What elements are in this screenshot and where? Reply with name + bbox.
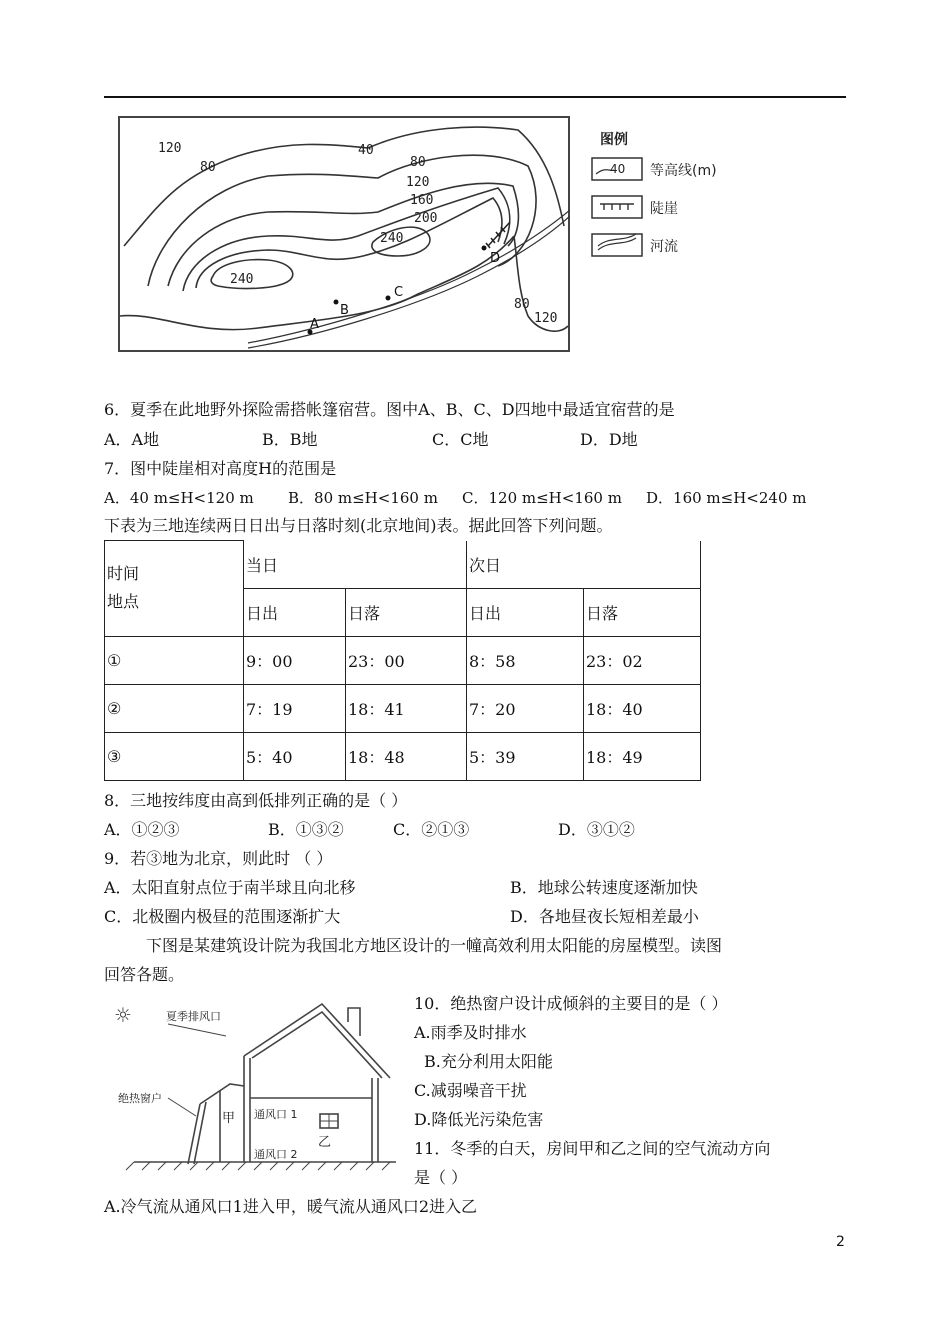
contour-label: 120 (534, 311, 558, 326)
contour-label: 160 (410, 193, 434, 208)
contour-label: 120 (406, 175, 430, 190)
table-cell: 18：41 (346, 684, 467, 732)
sunrise-sunset-table (104, 540, 701, 781)
q8-option-a[interactable]: A．①②③ (104, 820, 180, 839)
q7-stem: 7．图中陡崖相对高度H的范围是 (104, 459, 337, 478)
header-rule (104, 96, 846, 98)
table-cell: 5：39 (467, 732, 584, 780)
table-place: ③ (105, 732, 244, 780)
q7-option-d[interactable]: D．160 m≤H<240 m (646, 489, 807, 507)
q10-option-b[interactable]: B.充分利用太阳能 (424, 1052, 553, 1071)
q8-option-d[interactable]: D．③①② (558, 820, 635, 839)
contour-label: 240 (380, 231, 404, 246)
sun-icon: ☼ (114, 1003, 132, 1027)
q9-option-d[interactable]: D．各地昼夜长短相差最小 (510, 907, 699, 926)
table-cell: 23：00 (346, 636, 467, 684)
q6-option-c[interactable]: C．C地 (432, 430, 489, 449)
chimney (348, 1008, 360, 1036)
q7-option-c[interactable]: C．120 m≤H<160 m (462, 489, 622, 507)
sunroom-top (200, 1084, 244, 1104)
table-sub-sunset: 日落 (584, 588, 701, 636)
q9-option-b[interactable]: B．地球公转速度逐渐加快 (510, 878, 698, 897)
q11-option-a[interactable]: A.冷气流从通风口1进入甲，暖气流从通风口2进入乙 (104, 1197, 478, 1216)
label-summer-vent: 夏季排风口 (166, 1010, 221, 1023)
solar-house-diagram (104, 994, 404, 1180)
point-label-d: D (490, 251, 501, 266)
table-cell: 23：02 (584, 636, 701, 684)
q10-stem: 10．绝热窗户设计成倾斜的主要目的是（ ） (414, 994, 728, 1013)
table-sub-sunrise: 日出 (467, 588, 584, 636)
label-room-b: 乙 (318, 1135, 332, 1150)
table-corner-time: 时间 (107, 564, 140, 584)
table-cell: 18：48 (346, 732, 467, 780)
q11-stem-line2: 是（ ） (414, 1168, 468, 1187)
table-row (105, 684, 701, 732)
label-insulated-window: 绝热窗户 (118, 1092, 162, 1105)
contour-label: 80 (514, 297, 530, 312)
legend-contour-label: 等高线(m) (650, 163, 717, 179)
q6-option-a[interactable]: A．A地 (104, 430, 160, 449)
table-cell: 5：40 (244, 732, 346, 780)
table-cell: 9：00 (244, 636, 346, 684)
contour-label: 40 (358, 143, 374, 158)
table-header-day1: 当日 (244, 541, 467, 589)
table-cell: 7：19 (244, 684, 346, 732)
table-cell: 18：40 (584, 684, 701, 732)
table-corner-place: 地点 (107, 592, 140, 612)
table-header-day2: 次日 (467, 541, 701, 589)
insulated-window (188, 1104, 200, 1164)
point-b-marker (334, 300, 339, 305)
table-sub-sunrise: 日出 (244, 588, 346, 636)
q11-stem-line1: 11．冬季的白天，房间甲和乙之间的空气流动方向 (414, 1139, 771, 1158)
point-d-marker (482, 246, 487, 251)
q9-option-a[interactable]: A．太阳直射点位于南半球且向北移 (104, 878, 356, 897)
contour-label: 240 (230, 272, 254, 287)
label-vent-2: 通风口 2 (254, 1148, 298, 1161)
legend-cliff-box (592, 196, 642, 218)
q6-option-d[interactable]: D．D地 (580, 430, 638, 449)
table-cell: 8：58 (467, 636, 584, 684)
point-label-b: B (340, 303, 349, 318)
page-number: 2 (836, 1234, 845, 1250)
table-row (105, 732, 701, 780)
q10-option-a[interactable]: A.雨季及时排水 (414, 1023, 527, 1042)
point-label-a: A (310, 317, 319, 332)
q7-option-b[interactable]: B．80 m≤H<160 m (288, 489, 438, 507)
house-intro-line2: 回答各题。 (104, 965, 185, 984)
q7-option-a[interactable]: A．40 m≤H<120 m (104, 489, 254, 507)
label-vent-1: 通风口 1 (254, 1108, 298, 1121)
legend-contour-value: 40 (610, 162, 626, 176)
legend-cliff-label: 陡崖 (650, 201, 678, 217)
point-c-marker (386, 296, 391, 301)
label-room-a: 甲 (222, 1111, 236, 1126)
point-label-c: C (394, 285, 404, 300)
contour-label: 80 (200, 160, 216, 175)
map-legend (590, 128, 770, 268)
table-cell: 18：49 (584, 732, 701, 780)
q8-option-c[interactable]: C．②①③ (393, 820, 470, 839)
q9-stem: 9．若③地为北京，则此时 （ ） (104, 849, 333, 868)
q10-option-d[interactable]: D.降低光污染危害 (414, 1110, 544, 1129)
legend-title: 图例 (600, 132, 628, 148)
q6-option-b[interactable]: B．B地 (262, 430, 318, 449)
contour-map (118, 116, 570, 352)
contour-label: 200 (414, 211, 438, 226)
contour-label: 120 (158, 141, 182, 156)
table-row (105, 636, 701, 684)
table-corner-cell (105, 541, 244, 637)
legend-river-label: 河流 (650, 239, 678, 255)
table-place: ② (105, 684, 244, 732)
roof-inner (252, 1012, 382, 1078)
table-cell: 7：20 (467, 684, 584, 732)
house-intro-line1: 下图是某建筑设计院为我国北方地区设计的一幢高效利用太阳能的房屋模型。读图 (146, 936, 723, 955)
q8-stem: 8．三地按纬度由高到低排列正确的是（ ） (104, 791, 408, 810)
q10-option-c[interactable]: C.减弱噪音干扰 (414, 1081, 527, 1100)
q8-option-b[interactable]: B．①③② (268, 820, 344, 839)
table-place: ① (105, 636, 244, 684)
q9-option-c[interactable]: C．北极圈内极昼的范围逐渐扩大 (104, 907, 341, 926)
table-intro: 下表为三地连续两日日出与日落时刻(北京地间)表。据此回答下列问题。 (104, 516, 613, 535)
q6-stem: 6．夏季在此地野外探险需搭帐篷宿营。图中A、B、C、D四地中最适宜宿营的是 (104, 400, 675, 419)
contour-label: 80 (410, 155, 426, 170)
table-sub-sunset: 日落 (346, 588, 467, 636)
